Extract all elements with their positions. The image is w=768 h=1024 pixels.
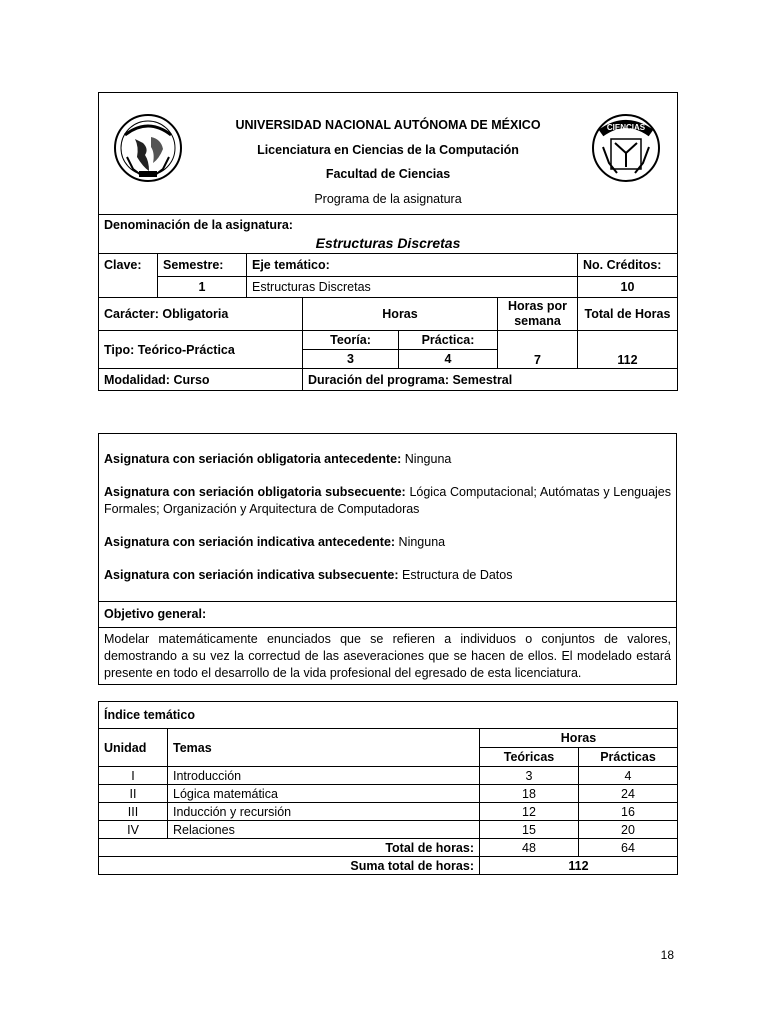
faculty-name: Facultad de Ciencias — [325, 167, 451, 181]
creditos-label: No. Créditos: — [578, 254, 678, 277]
objetivo-cell — [99, 602, 677, 685]
obl-sub-value: Lógica Computacional; Autómatas y Lenguajes Formales; Organización y Arquitectura de Computadoras — [104, 485, 671, 516]
ind-sub-value: Estructura de Datos — [402, 568, 513, 582]
seriacion-table — [98, 433, 677, 685]
semestre-value: 1 — [158, 277, 247, 298]
degree-name: Licenciatura en Ciencias de la Computación — [257, 142, 519, 157]
ind-ant-value: Ninguna — [398, 535, 446, 549]
university-name: UNIVERSIDAD NACIONAL AUTÓNOMA DE MÉXICO — [235, 118, 541, 132]
practica-value: 4 — [399, 350, 498, 369]
row-teoricas: 3 — [480, 767, 579, 785]
table-row — [99, 803, 678, 821]
table-row — [99, 821, 678, 839]
program-label: Programa de la asignatura — [314, 191, 462, 206]
horas-semana-label: Horas por semana — [498, 298, 578, 331]
horas-label: Horas — [303, 298, 498, 331]
row-practicas: 16 — [579, 803, 678, 821]
teoria-label: Teoría: — [303, 331, 399, 350]
obl-ant-label: Asignatura con seriación obligatoria antecedente: — [104, 452, 402, 466]
document-header — [99, 93, 678, 215]
col-practicas-header: Prácticas — [579, 748, 678, 767]
indice-tematico-table — [98, 701, 678, 875]
obl-ant-value: Ninguna — [404, 452, 452, 466]
ind-sub-label: Asignatura con seriación indicativa subsecuente: — [104, 568, 399, 582]
clave-cell — [99, 254, 158, 298]
objetivo-label: Objetivo general: — [104, 607, 207, 621]
col-temas-header: Temas — [168, 729, 480, 767]
row-tema: Introducción — [168, 767, 480, 785]
row-unidad: II — [99, 785, 168, 803]
clave-label: Clave: — [104, 258, 142, 272]
semestre-label: Semestre: — [158, 254, 247, 277]
row-unidad: III — [99, 803, 168, 821]
row-teoricas: 15 — [480, 821, 579, 839]
row-teoricas: 18 — [480, 785, 579, 803]
eje-value: Estructuras Discretas — [247, 277, 578, 298]
modalidad: Modalidad: Curso — [99, 369, 303, 391]
row-practicas: 24 — [579, 785, 678, 803]
seal-lettering: CIENCIAS — [606, 123, 646, 132]
total-teoricas: 48 — [480, 839, 579, 857]
row-teoricas: 12 — [480, 803, 579, 821]
total-practicas: 64 — [579, 839, 678, 857]
total-horas-row-label: Total de horas: — [99, 839, 480, 857]
indice-title: Índice temático — [99, 702, 678, 729]
horas-semana-value: 7 — [498, 331, 578, 369]
seriacion-cell — [99, 434, 677, 602]
col-unidad-header: Unidad — [99, 729, 168, 767]
suma-total-label: Suma total de horas: — [99, 857, 480, 875]
col-teoricas-header: Teóricas — [480, 748, 579, 767]
table-row — [99, 785, 678, 803]
teoria-value: 3 — [303, 350, 399, 369]
duracion: Duración del programa: Semestral — [303, 369, 678, 391]
row-unidad: I — [99, 767, 168, 785]
practica-label: Práctica: — [399, 331, 498, 350]
course-name-cell — [99, 215, 678, 254]
row-tema: Relaciones — [168, 821, 480, 839]
course-name: Estructuras Discretas — [315, 235, 461, 251]
obl-sub-label: Asignatura con seriación obligatoria subsecuente: — [104, 485, 406, 499]
row-practicas: 20 — [579, 821, 678, 839]
total-horas-value: 112 — [578, 331, 678, 369]
ciencias-seal-icon — [591, 113, 661, 183]
suma-total-value: 112 — [480, 857, 678, 875]
ind-ant-label: Asignatura con seriación indicativa antecedente: — [104, 535, 396, 549]
row-tema: Lógica matemática — [168, 785, 480, 803]
tipo: Tipo: Teórico-Práctica — [99, 331, 303, 369]
total-horas-label: Total de Horas — [578, 298, 678, 331]
row-practicas: 4 — [579, 767, 678, 785]
course-info-table — [98, 92, 678, 391]
creditos-value: 10 — [578, 277, 678, 298]
page-number: 18 — [660, 948, 674, 962]
table-row — [99, 767, 678, 785]
eje-label: Eje temático: — [247, 254, 578, 277]
objetivo-text: Modelar matemáticamente enunciados que se refieren a individuos o conjuntos de valores, demostrando a su vez la correctud de las aseveraciones que se hacen de ellos. El modelado estará presente en todo el desarrollo de la vida profesional del egresado de esta licenciatura. — [104, 632, 671, 680]
row-tema: Inducción y recursión — [168, 803, 480, 821]
row-unidad: IV — [99, 821, 168, 839]
col-horas-header: Horas — [480, 729, 678, 748]
course-name-label: Denominación de la asignatura: — [104, 218, 293, 232]
caracter: Carácter: Obligatoria — [99, 298, 303, 331]
